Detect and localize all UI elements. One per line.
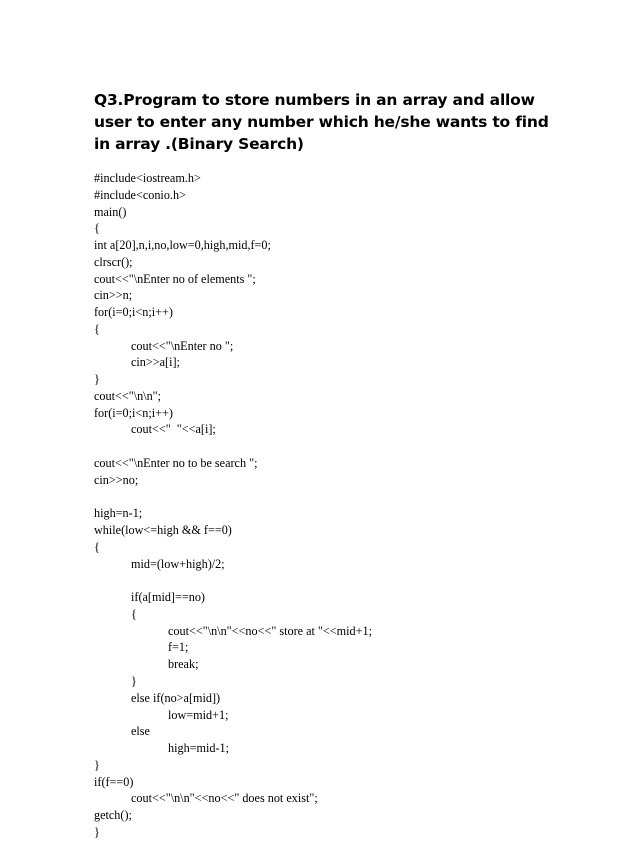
- code-line: while(low<=high && f==0): [94, 523, 232, 538]
- code-line: high=mid-1;: [168, 741, 230, 756]
- code-line: cout<<"\n\n"<<no<<" does not exist";: [131, 791, 318, 806]
- code-line: }: [94, 757, 100, 772]
- code-line: getch();: [94, 808, 132, 823]
- code-line: cout<<"\nEnter no to be search ";: [94, 456, 258, 471]
- code-line: cout<<"\n\n"<<no<<" store at "<<mid+1;: [168, 623, 372, 638]
- code-line: break;: [168, 657, 199, 672]
- code-line: {: [131, 606, 137, 621]
- code-line: }: [94, 372, 100, 387]
- code-line: [94, 438, 372, 455]
- code-line: [94, 572, 372, 589]
- code-line: else: [131, 724, 150, 739]
- code-line: main(): [94, 204, 127, 219]
- code-line: [94, 489, 372, 506]
- code-line: cout<<" "<<a[i];: [131, 422, 216, 437]
- code-line: low=mid+1;: [168, 707, 229, 722]
- code-line: for(i=0;i<n;i++): [94, 305, 173, 320]
- code-line: cin>>n;: [94, 288, 133, 303]
- code-line: cout<<"\nEnter no ";: [131, 338, 234, 353]
- code-line: cin>>a[i];: [131, 355, 180, 370]
- code-line: cout<<"\n\n";: [94, 388, 162, 403]
- code-line: }: [131, 673, 137, 688]
- code-line: int a[20],n,i,no,low=0,high,mid,f=0;: [94, 238, 271, 253]
- code-line: {: [94, 539, 100, 554]
- code-line: {: [94, 321, 100, 336]
- question-heading: Q3.Program to store numbers in an array and allow user to enter any number which he/she wants to find in array .(Binary Search): [94, 91, 549, 153]
- code-listing: [94, 170, 372, 841]
- code-line: clrscr();: [94, 254, 133, 269]
- code-line: cout<<"\nEnter no of elements ";: [94, 271, 256, 286]
- code-line: f=1;: [168, 640, 189, 655]
- code-line: }: [94, 824, 100, 839]
- code-line: else if(no>a[mid]): [131, 690, 221, 705]
- code-line: high=n-1;: [94, 506, 143, 521]
- code-line: if(a[mid]==no): [131, 590, 205, 605]
- code-line: #include<conio.h>: [94, 187, 186, 202]
- code-line: if(f==0): [94, 774, 134, 789]
- code-line: {: [94, 221, 100, 236]
- code-line: #include<iostream.h>: [94, 171, 201, 185]
- code-line: cin>>no;: [94, 472, 139, 487]
- code-line: mid=(low+high)/2;: [131, 556, 225, 571]
- code-line: for(i=0;i<n;i++): [94, 405, 173, 420]
